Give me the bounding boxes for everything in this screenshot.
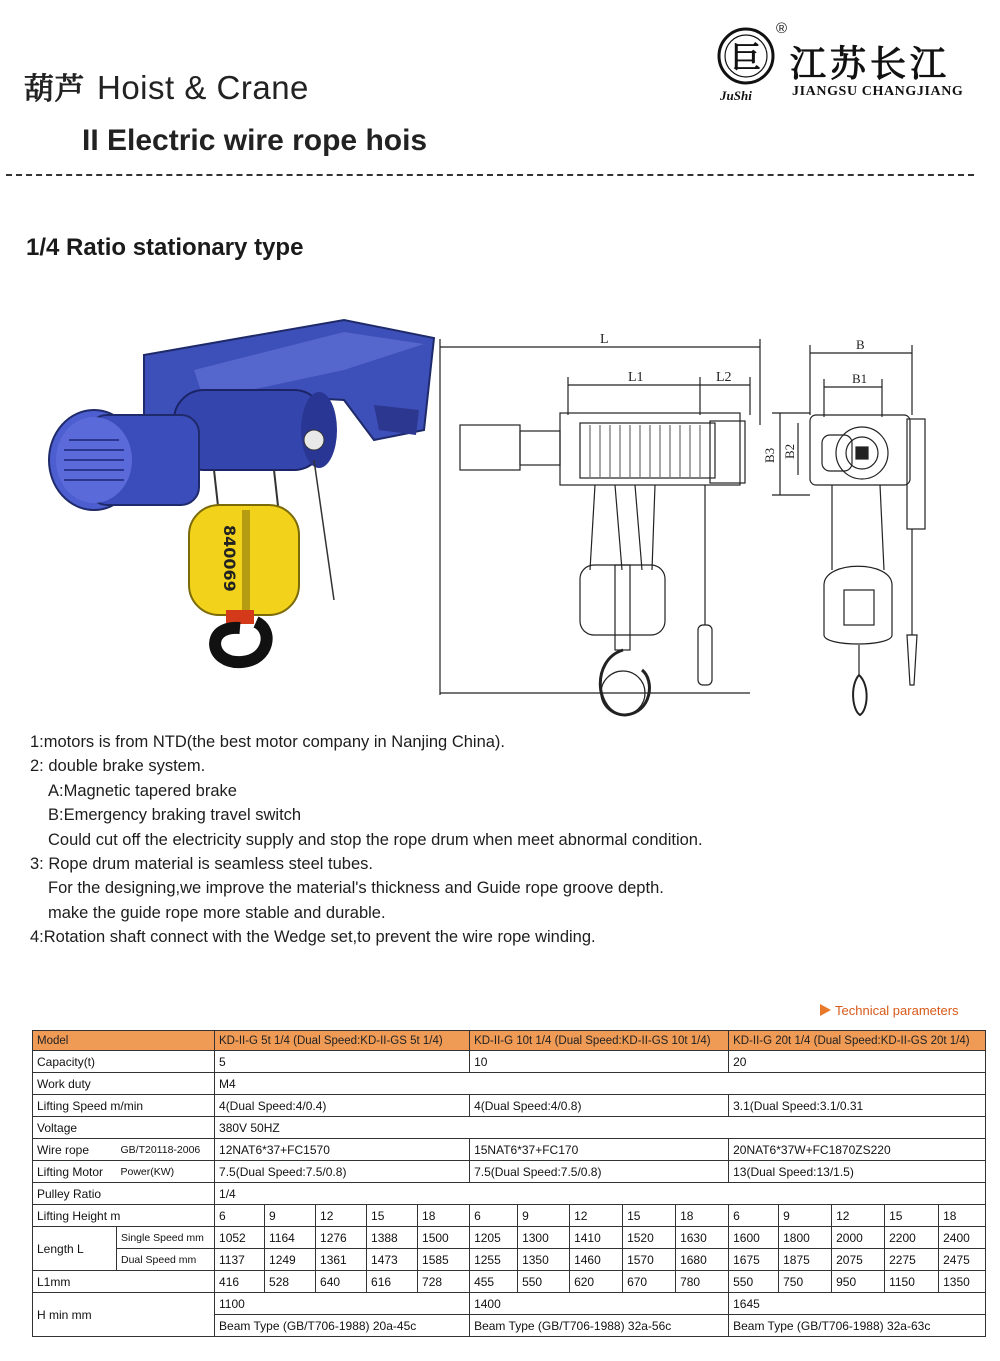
cell: 2000 <box>832 1227 885 1249</box>
feature-line: 2: double brake system. <box>30 757 206 776</box>
cell: 1520 <box>623 1227 676 1249</box>
table-row <box>33 1227 986 1249</box>
feature-line: 1:motors is from NTD(the best motor company in Nanjing China). <box>30 733 506 751</box>
cell: 2200 <box>885 1227 939 1249</box>
front-view-drawing <box>430 325 775 725</box>
cell: 550 <box>729 1271 779 1293</box>
cell: 2275 <box>885 1249 939 1271</box>
cell: 1100 <box>215 1293 470 1315</box>
cell: 1164 <box>265 1227 316 1249</box>
cell: 1388 <box>367 1227 418 1249</box>
feature-line: B:Emergency braking travel switch <box>48 806 302 825</box>
svg-text:B3: B3 <box>762 447 777 463</box>
cell: 15 <box>623 1205 676 1227</box>
svg-text:巨: 巨 <box>731 41 761 76</box>
cell: 1400 <box>470 1293 729 1315</box>
svg-text:B: B <box>856 337 865 352</box>
feature-line: make the guide rope more stable and durable. <box>48 903 386 922</box>
cell: 1570 <box>623 1249 676 1271</box>
cell: 15 <box>367 1205 418 1227</box>
side-view-drawing <box>762 335 942 725</box>
cell: 670 <box>623 1271 676 1293</box>
cell: Dual Speed mm <box>117 1249 215 1271</box>
cell: 5 <box>215 1051 470 1073</box>
feature-line: Could cut off the electricity supply and stop the rope drum when meet abnormal condition. <box>48 830 703 849</box>
cell: KD-II-G 5t 1/4 (Dual Speed:KD-II-GS 5t 1/4) <box>215 1031 470 1051</box>
cell: 1276 <box>316 1227 367 1249</box>
cell: 1/4 <box>215 1183 986 1205</box>
cell: 640 <box>316 1271 367 1293</box>
svg-text:L2: L2 <box>716 370 732 385</box>
table-row <box>33 1117 986 1139</box>
page-subtitle: II Electric wire rope hois <box>82 124 428 157</box>
svg-text:L1: L1 <box>628 370 644 385</box>
cell: 12 <box>832 1205 885 1227</box>
cell: 20 <box>729 1051 986 1073</box>
cell: 950 <box>832 1271 885 1293</box>
cell: 6 <box>215 1205 265 1227</box>
cell: 528 <box>265 1271 316 1293</box>
section-title: 1/4 Ratio stationary type <box>26 234 304 261</box>
cell: 1875 <box>779 1249 832 1271</box>
page-title <box>24 64 309 108</box>
hoist-photo <box>44 310 444 670</box>
cell: 18 <box>939 1205 986 1227</box>
cell: 20NAT6*37W+FC1870ZS220 <box>729 1139 986 1161</box>
cell: 620 <box>570 1271 623 1293</box>
cell: 1585 <box>418 1249 470 1271</box>
cell: 380V 50HZ <box>215 1117 986 1139</box>
cell: KD-II-G 20t 1/4 (Dual Speed:KD-II-GS 20t 1/4) <box>729 1031 986 1051</box>
cell: 780 <box>676 1271 729 1293</box>
svg-text:JuShi: JuShi <box>720 88 752 103</box>
cell: Length L <box>33 1227 117 1271</box>
cell: 1350 <box>939 1271 986 1293</box>
cell: 13(Dual Speed:13/1.5) <box>729 1161 986 1183</box>
cell: 1800 <box>779 1227 832 1249</box>
cell: H min mm <box>33 1293 215 1337</box>
cell: 2075 <box>832 1249 885 1271</box>
cell: M4 <box>215 1073 986 1095</box>
cell: 10 <box>470 1051 729 1073</box>
feature-line: 4:Rotation shaft connect with the Wedge set,to prevent the wire rope winding. <box>30 928 596 947</box>
svg-text:B1: B1 <box>852 371 868 386</box>
cell: 15 <box>885 1205 939 1227</box>
cell: 1500 <box>418 1227 470 1249</box>
table-row <box>33 1249 986 1271</box>
cell: 1350 <box>518 1249 570 1271</box>
cell: 7.5(Dual Speed:7.5/0.8) <box>215 1161 470 1183</box>
cell: KD-II-G 10t 1/4 (Dual Speed:KD-II-GS 10t 1/4) <box>470 1031 729 1051</box>
cell: 9 <box>779 1205 832 1227</box>
cell: Single Speed mm <box>117 1227 215 1249</box>
cell: Voltage <box>33 1117 215 1139</box>
table-row <box>33 1183 986 1205</box>
cell: 416 <box>215 1271 265 1293</box>
svg-text:B2: B2 <box>782 443 797 459</box>
spec-table <box>32 1030 986 1337</box>
feature-list <box>30 730 980 950</box>
cell: 4(Dual Speed:4/0.4) <box>215 1095 470 1117</box>
cell: 15NAT6*37+FC170 <box>470 1139 729 1161</box>
cell: 18 <box>418 1205 470 1227</box>
svg-text:840069: 840069 <box>220 525 239 592</box>
table-row <box>33 1051 986 1073</box>
cell: 9 <box>518 1205 570 1227</box>
cell: 455 <box>470 1271 518 1293</box>
brand-name-en: JIANGSU CHANGJIANG <box>792 84 964 99</box>
cell: L1mm <box>33 1271 215 1293</box>
cell: 1473 <box>367 1249 418 1271</box>
cell: 1630 <box>676 1227 729 1249</box>
table-row <box>33 1139 986 1161</box>
cell: 12NAT6*37+FC1570 <box>215 1139 470 1161</box>
title-cn: 葫芦 <box>24 72 85 107</box>
table-row <box>33 1095 986 1117</box>
cell: 1675 <box>729 1249 779 1271</box>
table-row <box>33 1073 986 1095</box>
cell: 550 <box>518 1271 570 1293</box>
cell: 2475 <box>939 1249 986 1271</box>
technical-parameters-label: Technical parameters <box>820 1003 959 1018</box>
dashed-divider <box>6 174 974 176</box>
cell: 1205 <box>470 1227 518 1249</box>
cell: 1410 <box>570 1227 623 1249</box>
feature-line: For the designing,we improve the material's thickness and Guide rope groove depth. <box>48 879 664 898</box>
cell: 12 <box>316 1205 367 1227</box>
cell: 3.1(Dual Speed:3.1/0.31 <box>729 1095 986 1117</box>
cell: Beam Type (GB/T706-1988) 20a-45c <box>215 1315 470 1337</box>
cell: 1600 <box>729 1227 779 1249</box>
cell: 1361 <box>316 1249 367 1271</box>
cell: 6 <box>470 1205 518 1227</box>
cell: Lifting Speed m/min <box>33 1095 215 1117</box>
cell: 750 <box>779 1271 832 1293</box>
cell: 1680 <box>676 1249 729 1271</box>
svg-text:L: L <box>600 332 609 347</box>
cell: Capacity(t) <box>33 1051 215 1073</box>
cell: 7.5(Dual Speed:7.5/0.8) <box>470 1161 729 1183</box>
cell: 1249 <box>265 1249 316 1271</box>
cell: 12 <box>570 1205 623 1227</box>
cell: Work duty <box>33 1073 215 1095</box>
cell: 9 <box>265 1205 316 1227</box>
cell: 1052 <box>215 1227 265 1249</box>
cell: 1150 <box>885 1271 939 1293</box>
cell: 6 <box>729 1205 779 1227</box>
table-row <box>33 1161 986 1183</box>
cell: Beam Type (GB/T706-1988) 32a-56c <box>470 1315 729 1337</box>
cell: Power(KW) <box>117 1161 215 1183</box>
registered-mark: ® <box>776 20 788 37</box>
triangle-icon <box>820 1004 831 1016</box>
cell: Lifting Motor <box>33 1161 117 1183</box>
cell: Beam Type (GB/T706-1988) 32a-63c <box>729 1315 986 1337</box>
title-en: Hoist & Crane <box>97 69 309 106</box>
cell: 616 <box>367 1271 418 1293</box>
cell: 1300 <box>518 1227 570 1249</box>
table-row <box>33 1271 986 1293</box>
cell: GB/T20118-2006 <box>117 1139 215 1161</box>
cell: Model <box>33 1031 215 1051</box>
table-row <box>33 1293 986 1315</box>
feature-line: A:Magnetic tapered brake <box>48 781 237 800</box>
cell: 1137 <box>215 1249 265 1271</box>
table-row <box>33 1031 986 1051</box>
cell: 2400 <box>939 1227 986 1249</box>
cell: 728 <box>418 1271 470 1293</box>
cell: Lifting Height m <box>33 1205 215 1227</box>
brand-name-cn: 江苏长江 <box>790 43 951 85</box>
cell: Pulley Ratio <box>33 1183 215 1205</box>
cell: 1255 <box>470 1249 518 1271</box>
cell: Wire rope <box>33 1139 117 1161</box>
feature-line: 3: Rope drum material is seamless steel tubes. <box>30 855 373 874</box>
table-row <box>33 1205 986 1227</box>
cell: 18 <box>676 1205 729 1227</box>
cell: 1645 <box>729 1293 986 1315</box>
cell: 4(Dual Speed:4/0.8) <box>470 1095 729 1117</box>
cell: 1460 <box>570 1249 623 1271</box>
